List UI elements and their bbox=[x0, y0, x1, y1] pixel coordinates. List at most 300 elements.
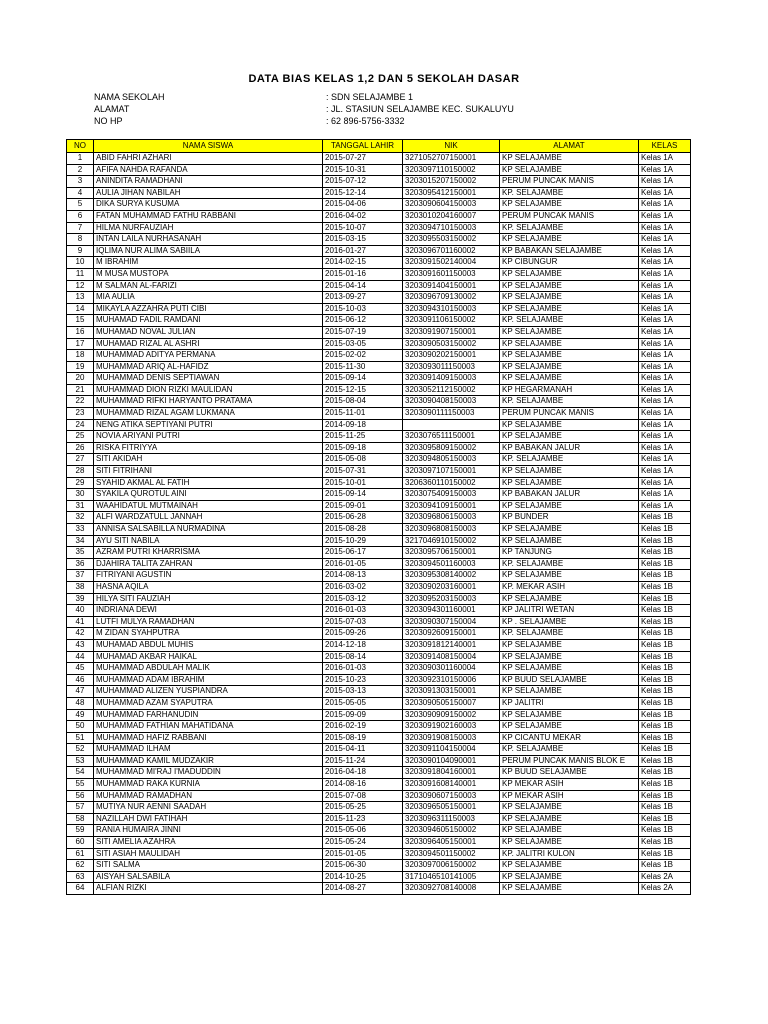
cell-class: Kelas 1B bbox=[639, 767, 691, 779]
cell-name: MIA AULIA bbox=[94, 292, 323, 304]
cell-no: 33 bbox=[67, 524, 94, 536]
cell-no: 4 bbox=[67, 187, 94, 199]
cell-birth-date: 2015-07-08 bbox=[323, 790, 403, 802]
cell-name: SITI AMELIA AZAHRA bbox=[94, 837, 323, 849]
table-row bbox=[67, 558, 691, 570]
cell-birth-date: 2013-09-27 bbox=[323, 292, 403, 304]
table-row bbox=[67, 384, 691, 396]
cell-class: Kelas 1B bbox=[639, 813, 691, 825]
cell-no: 9 bbox=[67, 245, 94, 257]
cell-birth-date: 2015-08-14 bbox=[323, 651, 403, 663]
cell-nik: 3203092609150001 bbox=[403, 628, 500, 640]
cell-no: 2 bbox=[67, 164, 94, 176]
cell-birth-date: 2015-08-04 bbox=[323, 396, 403, 408]
cell-birth-date: 2016-01-05 bbox=[323, 558, 403, 570]
table-row bbox=[67, 779, 691, 791]
cell-no: 11 bbox=[67, 268, 94, 280]
cell-name: DJAHIRA TALITA ZAHRAN bbox=[94, 558, 323, 570]
cell-class: Kelas 1A bbox=[639, 489, 691, 501]
cell-no: 57 bbox=[67, 802, 94, 814]
cell-name: MUHAMAD RIZAL AL ASHRI bbox=[94, 338, 323, 350]
cell-birth-date: 2015-11-30 bbox=[323, 361, 403, 373]
cell-address: KP SELAJAMBE bbox=[500, 419, 639, 431]
cell-birth-date: 2015-09-14 bbox=[323, 373, 403, 385]
cell-class: Kelas 1B bbox=[639, 605, 691, 617]
cell-no: 42 bbox=[67, 628, 94, 640]
cell-nik: 3203097006150002 bbox=[403, 860, 500, 872]
cell-no: 62 bbox=[67, 860, 94, 872]
cell-name: HASNA AQILA bbox=[94, 581, 323, 593]
cell-class: Kelas 1B bbox=[639, 755, 691, 767]
cell-name: WAAHIDATUL MUTMAINAH bbox=[94, 500, 323, 512]
cell-class: Kelas 1A bbox=[639, 373, 691, 385]
cell-birth-date: 2016-02-19 bbox=[323, 721, 403, 733]
cell-class: Kelas 1A bbox=[639, 187, 691, 199]
cell-name: MUHAMMAD ALIZEN YUSPIANDRA bbox=[94, 686, 323, 698]
cell-birth-date: 2015-05-06 bbox=[323, 825, 403, 837]
cell-birth-date: 2015-02-02 bbox=[323, 350, 403, 362]
table-row bbox=[67, 732, 691, 744]
table-row bbox=[67, 570, 691, 582]
table-row bbox=[67, 303, 691, 315]
cell-class: Kelas 1A bbox=[639, 326, 691, 338]
table-row bbox=[67, 744, 691, 756]
cell-address: KP SELAJAMBE bbox=[500, 373, 639, 385]
cell-no: 38 bbox=[67, 581, 94, 593]
cell-no: 63 bbox=[67, 871, 94, 883]
table-row bbox=[67, 234, 691, 246]
table-row bbox=[67, 755, 691, 767]
table-row bbox=[67, 871, 691, 883]
table-row bbox=[67, 373, 691, 385]
cell-nik: 3203092708140008 bbox=[403, 883, 500, 895]
cell-name: NOVIA ARIYANI PUTRI bbox=[94, 431, 323, 443]
cell-class: Kelas 1A bbox=[639, 408, 691, 420]
cell-birth-date: 2015-05-25 bbox=[323, 802, 403, 814]
cell-address: KP HEGARMANAH bbox=[500, 384, 639, 396]
cell-address: KP MEKAR ASIH bbox=[500, 779, 639, 791]
cell-address: KP MEKAR ASIH bbox=[500, 790, 639, 802]
cell-nik: 3203052112150002 bbox=[403, 384, 500, 396]
cell-nik bbox=[403, 419, 500, 431]
cell-birth-date: 2015-04-14 bbox=[323, 280, 403, 292]
cell-nik: 3203091902160003 bbox=[403, 721, 500, 733]
cell-name: AZRAM PUTRI KHARRISMA bbox=[94, 547, 323, 559]
info-label: NO HP bbox=[94, 116, 123, 126]
cell-birth-date: 2015-03-05 bbox=[323, 338, 403, 350]
cell-name: MIKAYLA AZZAHRA PUTI CIBI bbox=[94, 303, 323, 315]
table-row bbox=[67, 454, 691, 466]
cell-address: KP SELAJAMBE bbox=[500, 477, 639, 489]
cell-no: 27 bbox=[67, 454, 94, 466]
cell-nik: 3203091409150003 bbox=[403, 373, 500, 385]
cell-nik: 3203090607150003 bbox=[403, 790, 500, 802]
cell-nik: 3203090909150002 bbox=[403, 709, 500, 721]
cell-address: KP SELAJAMBE bbox=[500, 234, 639, 246]
table-row bbox=[67, 350, 691, 362]
cell-nik: 3203091804160001 bbox=[403, 767, 500, 779]
cell-no: 53 bbox=[67, 755, 94, 767]
cell-nik: 3203094501150002 bbox=[403, 848, 500, 860]
cell-nik: 3203090503150002 bbox=[403, 338, 500, 350]
table-row bbox=[67, 466, 691, 478]
cell-class: Kelas 2A bbox=[639, 871, 691, 883]
cell-address: KP SELAJAMBE bbox=[500, 651, 639, 663]
cell-nik: 3203095308140002 bbox=[403, 570, 500, 582]
cell-name: ABID FAHRI AZHARI bbox=[94, 153, 323, 165]
cell-birth-date: 2015-10-07 bbox=[323, 222, 403, 234]
cell-address: KP SELAJAMBE bbox=[500, 280, 639, 292]
cell-address: KP SELAJAMBE bbox=[500, 860, 639, 872]
cell-address: KP SELAJAMBE bbox=[500, 593, 639, 605]
cell-birth-date: 2015-12-14 bbox=[323, 187, 403, 199]
table-row bbox=[67, 164, 691, 176]
cell-name: LUTFI MULYA RAMADHAN bbox=[94, 616, 323, 628]
cell-birth-date: 2015-05-24 bbox=[323, 837, 403, 849]
cell-nik: 3206360110150002 bbox=[403, 477, 500, 489]
cell-address: KP SELAJAMBE bbox=[500, 153, 639, 165]
cell-birth-date: 2015-10-31 bbox=[323, 164, 403, 176]
cell-address: KP JALITRI bbox=[500, 697, 639, 709]
cell-class: Kelas 2A bbox=[639, 883, 691, 895]
table-row bbox=[67, 153, 691, 165]
cell-nik: 3203090307150004 bbox=[403, 616, 500, 628]
cell-name: MUHAMMAD RAKA KURNIA bbox=[94, 779, 323, 791]
cell-no: 19 bbox=[67, 361, 94, 373]
cell-birth-date: 2014-08-13 bbox=[323, 570, 403, 582]
cell-class: Kelas 1B bbox=[639, 558, 691, 570]
cell-name: AISYAH SALSABILA bbox=[94, 871, 323, 883]
cell-nik: 3203090202150001 bbox=[403, 350, 500, 362]
cell-birth-date: 2015-01-05 bbox=[323, 848, 403, 860]
table-row bbox=[67, 616, 691, 628]
cell-birth-date: 2015-01-16 bbox=[323, 268, 403, 280]
cell-name: M ZIDAN SYAHPUTRA bbox=[94, 628, 323, 640]
table-row bbox=[67, 837, 691, 849]
cell-no: 40 bbox=[67, 605, 94, 617]
cell-class: Kelas 1A bbox=[639, 466, 691, 478]
cell-address: KP. SELAJAMBE bbox=[500, 558, 639, 570]
cell-birth-date: 2015-03-13 bbox=[323, 686, 403, 698]
cell-nik: 3203095503150002 bbox=[403, 234, 500, 246]
cell-class: Kelas 1A bbox=[639, 280, 691, 292]
cell-address: KP SELAJAMBE bbox=[500, 871, 639, 883]
cell-class: Kelas 1A bbox=[639, 338, 691, 350]
cell-name: MUHAMMAD ILHAM bbox=[94, 744, 323, 756]
cell-no: 32 bbox=[67, 512, 94, 524]
cell-nik: 3203091502140004 bbox=[403, 257, 500, 269]
cell-nik: 3203093011150003 bbox=[403, 361, 500, 373]
cell-name: RISKA FITRIYYA bbox=[94, 442, 323, 454]
cell-class: Kelas 1A bbox=[639, 350, 691, 362]
cell-nik: 3203094310150003 bbox=[403, 303, 500, 315]
cell-name: FATAN MUHAMMAD FATHU RABBANI bbox=[94, 210, 323, 222]
cell-name: MUHAMMAD FARHANUDIN bbox=[94, 709, 323, 721]
cell-address: KP CICANTU MEKAR bbox=[500, 732, 639, 744]
cell-class: Kelas 1A bbox=[639, 361, 691, 373]
table-row bbox=[67, 500, 691, 512]
table-row bbox=[67, 628, 691, 640]
student-table bbox=[66, 139, 691, 895]
cell-birth-date: 2016-03-02 bbox=[323, 581, 403, 593]
table-row bbox=[67, 199, 691, 211]
cell-address: KP SELAJAMBE bbox=[500, 268, 639, 280]
cell-address: KP SELAJAMBE bbox=[500, 837, 639, 849]
cell-birth-date: 2015-03-15 bbox=[323, 234, 403, 246]
cell-no: 37 bbox=[67, 570, 94, 582]
cell-no: 43 bbox=[67, 639, 94, 651]
cell-name: MUHAMMAD MI'RAJ I'MADUDDIN bbox=[94, 767, 323, 779]
table-row bbox=[67, 697, 691, 709]
cell-class: Kelas 1A bbox=[639, 153, 691, 165]
cell-name: AFIFA NAHDA RAFANDA bbox=[94, 164, 323, 176]
cell-no: 13 bbox=[67, 292, 94, 304]
table-row bbox=[67, 210, 691, 222]
cell-no: 36 bbox=[67, 558, 94, 570]
table-row bbox=[67, 245, 691, 257]
table-row bbox=[67, 663, 691, 675]
cell-birth-date: 2015-08-28 bbox=[323, 524, 403, 536]
cell-class: Kelas 1A bbox=[639, 442, 691, 454]
cell-class: Kelas 1B bbox=[639, 593, 691, 605]
cell-nik: 3203094501160003 bbox=[403, 558, 500, 570]
cell-name: AULIA JIHAN NABILAH bbox=[94, 187, 323, 199]
cell-address: KP SELAJAMBE bbox=[500, 361, 639, 373]
cell-nik: 3203095412150001 bbox=[403, 187, 500, 199]
column-header-address: ALAMAT bbox=[500, 140, 639, 153]
cell-birth-date: 2015-09-26 bbox=[323, 628, 403, 640]
cell-no: 16 bbox=[67, 326, 94, 338]
cell-class: Kelas 1A bbox=[639, 199, 691, 211]
cell-nik: 3203094805150003 bbox=[403, 454, 500, 466]
cell-name: HILMA NURFAUZIAH bbox=[94, 222, 323, 234]
cell-address: KP SELAJAMBE bbox=[500, 466, 639, 478]
table-row bbox=[67, 361, 691, 373]
cell-no: 47 bbox=[67, 686, 94, 698]
table-row bbox=[67, 176, 691, 188]
cell-no: 6 bbox=[67, 210, 94, 222]
table-row bbox=[67, 280, 691, 292]
table-row bbox=[67, 593, 691, 605]
cell-name: SITI FITRIHANI bbox=[94, 466, 323, 478]
cell-no: 58 bbox=[67, 813, 94, 825]
cell-address: KP SELAJAMBE bbox=[500, 338, 639, 350]
cell-birth-date: 2015-04-11 bbox=[323, 744, 403, 756]
cell-address: KP SELAJAMBE bbox=[500, 825, 639, 837]
cell-class: Kelas 1B bbox=[639, 686, 691, 698]
cell-address: KP JALITRI WETAN bbox=[500, 605, 639, 617]
cell-address: KP SELAJAMBE bbox=[500, 883, 639, 895]
cell-no: 1 bbox=[67, 153, 94, 165]
cell-address: KP. SELAJAMBE bbox=[500, 628, 639, 640]
cell-birth-date: 2015-07-03 bbox=[323, 616, 403, 628]
cell-address: KP SELAJAMBE bbox=[500, 524, 639, 536]
cell-nik: 3203095706150001 bbox=[403, 547, 500, 559]
table-row bbox=[67, 767, 691, 779]
cell-birth-date: 2015-07-27 bbox=[323, 153, 403, 165]
table-row bbox=[67, 408, 691, 420]
cell-name: MUHAMMAD HAFIZ RABBANI bbox=[94, 732, 323, 744]
cell-class: Kelas 1A bbox=[639, 176, 691, 188]
info-row-address bbox=[94, 103, 514, 115]
cell-name: MUHAMMAD ADAM IBRAHIM bbox=[94, 674, 323, 686]
table-row bbox=[67, 721, 691, 733]
cell-birth-date: 2015-09-14 bbox=[323, 489, 403, 501]
cell-nik: 3203096505150001 bbox=[403, 802, 500, 814]
cell-address: KP BUUD SELAJAMBE bbox=[500, 674, 639, 686]
cell-name: MUHAMMAD RAMADHAN bbox=[94, 790, 323, 802]
cell-birth-date: 2015-05-05 bbox=[323, 697, 403, 709]
cell-birth-date: 2015-09-18 bbox=[323, 442, 403, 454]
cell-name: IQLIMA NUR ALIMA SABIILA bbox=[94, 245, 323, 257]
cell-birth-date: 2015-09-09 bbox=[323, 709, 403, 721]
cell-birth-date: 2015-07-19 bbox=[323, 326, 403, 338]
cell-no: 21 bbox=[67, 384, 94, 396]
info-value: : 62 896-5756-3332 bbox=[326, 116, 405, 126]
cell-address: KP SELAJAMBE bbox=[500, 686, 639, 698]
info-row-school-name bbox=[94, 91, 514, 103]
cell-birth-date: 2014-09-18 bbox=[323, 419, 403, 431]
cell-no: 25 bbox=[67, 431, 94, 443]
cell-name: SYAHID AKMAL AL FATIH bbox=[94, 477, 323, 489]
cell-nik: 3203097110150002 bbox=[403, 164, 500, 176]
table-row bbox=[67, 883, 691, 895]
cell-birth-date: 2014-10-25 bbox=[323, 871, 403, 883]
table-row bbox=[67, 268, 691, 280]
cell-address: KP. SELAJAMBE bbox=[500, 187, 639, 199]
cell-no: 24 bbox=[67, 419, 94, 431]
cell-address: KP. SELAJAMBE bbox=[500, 396, 639, 408]
cell-nik: 3203091104150004 bbox=[403, 744, 500, 756]
cell-nik: 3203092310150006 bbox=[403, 674, 500, 686]
cell-name: HILYA SITI FAUZIAH bbox=[94, 593, 323, 605]
cell-nik: 3203091601150003 bbox=[403, 268, 500, 280]
table-row bbox=[67, 442, 691, 454]
cell-birth-date: 2015-11-25 bbox=[323, 431, 403, 443]
cell-name: AYU SITI NABILA bbox=[94, 535, 323, 547]
cell-birth-date: 2014-12-18 bbox=[323, 639, 403, 651]
school-info bbox=[94, 91, 514, 127]
cell-nik: 3203094109150001 bbox=[403, 500, 500, 512]
table-row bbox=[67, 674, 691, 686]
table-row bbox=[67, 396, 691, 408]
cell-address: KP. JALITRI KULON bbox=[500, 848, 639, 860]
cell-name: MUHAMAD NOVAL JULIAN bbox=[94, 326, 323, 338]
cell-address: KP CIBUNGUR bbox=[500, 257, 639, 269]
table-row bbox=[67, 825, 691, 837]
cell-no: 5 bbox=[67, 199, 94, 211]
cell-class: Kelas 1A bbox=[639, 245, 691, 257]
cell-address: KP SELAJAMBE bbox=[500, 802, 639, 814]
cell-class: Kelas 1B bbox=[639, 790, 691, 802]
cell-name: ALFI WARDZATULL JANNAH bbox=[94, 512, 323, 524]
cell-nik: 3203090604150003 bbox=[403, 199, 500, 211]
cell-class: Kelas 1B bbox=[639, 860, 691, 872]
cell-name: SITI AKIDAH bbox=[94, 454, 323, 466]
table-row bbox=[67, 686, 691, 698]
cell-name: MUHAMMAD ADITYA PERMANA bbox=[94, 350, 323, 362]
cell-no: 54 bbox=[67, 767, 94, 779]
cell-name: ANNISA SALSABILLA NURMADINA bbox=[94, 524, 323, 536]
cell-no: 51 bbox=[67, 732, 94, 744]
cell-address: KP SELAJAMBE bbox=[500, 292, 639, 304]
cell-no: 12 bbox=[67, 280, 94, 292]
cell-no: 23 bbox=[67, 408, 94, 420]
cell-nik: 3203091908150003 bbox=[403, 732, 500, 744]
cell-address: KP SELAJAMBE bbox=[500, 535, 639, 547]
cell-name: INTAN LAILA NURHASANAH bbox=[94, 234, 323, 246]
table-row bbox=[67, 802, 691, 814]
cell-nik: 3203091812140001 bbox=[403, 639, 500, 651]
cell-nik: 3203094710150003 bbox=[403, 222, 500, 234]
cell-class: Kelas 1B bbox=[639, 651, 691, 663]
cell-class: Kelas 1B bbox=[639, 825, 691, 837]
info-value: : JL. STASIUN SELAJAMBE KEC. SUKALUYU bbox=[326, 104, 514, 114]
table-body bbox=[67, 153, 691, 895]
cell-address: KP SELAJAMBE bbox=[500, 199, 639, 211]
cell-birth-date: 2015-12-15 bbox=[323, 384, 403, 396]
cell-nik: 3203091408150004 bbox=[403, 651, 500, 663]
cell-address: KP TANJUNG bbox=[500, 547, 639, 559]
cell-name: MUHAMMAD RIZAL AGAM LUKMANA bbox=[94, 408, 323, 420]
cell-name: ANINDITA RAMADHANI bbox=[94, 176, 323, 188]
table-row bbox=[67, 605, 691, 617]
cell-birth-date: 2015-06-28 bbox=[323, 512, 403, 524]
cell-nik: 3203091106150002 bbox=[403, 315, 500, 327]
cell-birth-date: 2014-02-15 bbox=[323, 257, 403, 269]
cell-no: 15 bbox=[67, 315, 94, 327]
cell-address: KP. SELAJAMBE bbox=[500, 222, 639, 234]
cell-class: Kelas 1B bbox=[639, 837, 691, 849]
table-row bbox=[67, 709, 691, 721]
cell-class: Kelas 1A bbox=[639, 315, 691, 327]
cell-nik: 3203091404150001 bbox=[403, 280, 500, 292]
cell-no: 49 bbox=[67, 709, 94, 721]
cell-nik: 3203096709130002 bbox=[403, 292, 500, 304]
cell-class: Kelas 1A bbox=[639, 222, 691, 234]
column-header-no: NO bbox=[67, 140, 94, 153]
info-row-phone bbox=[94, 115, 514, 127]
cell-birth-date: 2016-04-02 bbox=[323, 210, 403, 222]
cell-birth-date: 2015-07-31 bbox=[323, 466, 403, 478]
cell-nik: 3203075409150003 bbox=[403, 489, 500, 501]
table-row bbox=[67, 315, 691, 327]
info-label: NAMA SEKOLAH bbox=[94, 92, 165, 102]
cell-nik: 3203096808150003 bbox=[403, 524, 500, 536]
cell-nik: 3203010204160007 bbox=[403, 210, 500, 222]
cell-birth-date: 2015-11-24 bbox=[323, 755, 403, 767]
cell-name: ALFIAN RIZKI bbox=[94, 883, 323, 895]
cell-class: Kelas 1B bbox=[639, 697, 691, 709]
cell-name: MUHAMMAD AZAM SYAPUTRA bbox=[94, 697, 323, 709]
cell-class: Kelas 1A bbox=[639, 384, 691, 396]
cell-nik: 3203094605150002 bbox=[403, 825, 500, 837]
cell-class: Kelas 1A bbox=[639, 454, 691, 466]
cell-name: M MUSA MUSTOPA bbox=[94, 268, 323, 280]
cell-no: 14 bbox=[67, 303, 94, 315]
cell-class: Kelas 1B bbox=[639, 709, 691, 721]
cell-nik: 3217046910150002 bbox=[403, 535, 500, 547]
cell-class: Kelas 1A bbox=[639, 477, 691, 489]
cell-address: KP BUUD SELAJAMBE bbox=[500, 767, 639, 779]
table-row bbox=[67, 581, 691, 593]
cell-nik: 3203090203160001 bbox=[403, 581, 500, 593]
cell-birth-date: 2015-06-30 bbox=[323, 860, 403, 872]
cell-birth-date: 2015-10-01 bbox=[323, 477, 403, 489]
cell-no: 17 bbox=[67, 338, 94, 350]
cell-name: MUHAMMAD DION RIZKI MAULIDAN bbox=[94, 384, 323, 396]
cell-address: KP SELAJAMBE bbox=[500, 164, 639, 176]
